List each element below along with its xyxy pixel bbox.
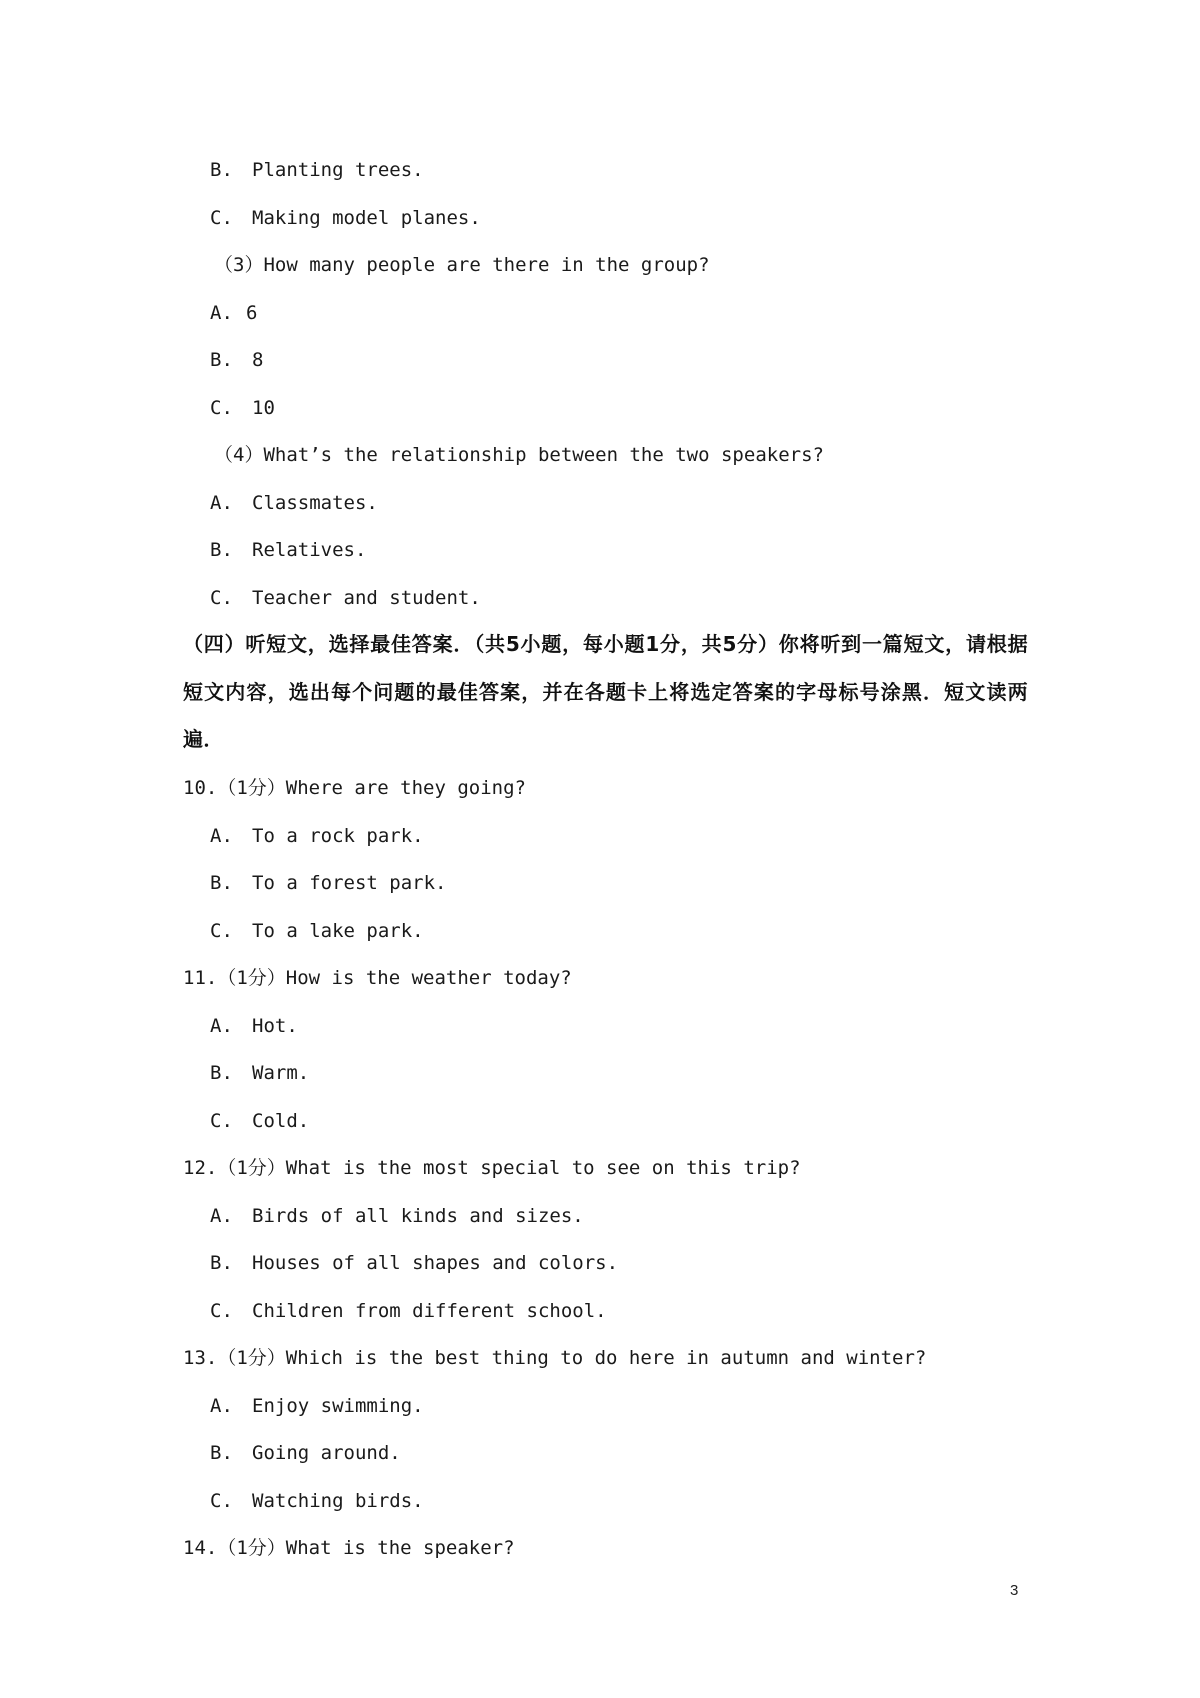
option-label: B. [210, 349, 233, 371]
option-line [210, 871, 446, 895]
option-text: Relatives. [252, 539, 367, 561]
option-line [210, 1014, 298, 1038]
section-heading: （四）听短文，选择最佳答案．（共5小题，每小题1分，共5分）你将听到一篇短文，请根据短文内容，选出每个问题的最佳答案，并在各题卡上将选定答案的字母标号涂黑．短文读两遍． [183, 632, 1028, 751]
option-label: A. [210, 1395, 233, 1417]
option-text: Teacher and student. [252, 587, 481, 609]
question-stem: 11.（1分）How is the weather today? [183, 967, 572, 989]
option-line [210, 919, 424, 943]
option-label: A. [210, 1205, 233, 1227]
option-text: To a lake park. [252, 920, 424, 942]
option-text: Planting trees. [252, 159, 424, 181]
option-line [210, 824, 424, 848]
option-text: To a forest park. [252, 872, 447, 894]
sub-question: （3）How many people are there in the group? [214, 254, 710, 276]
option-label: B. [210, 1062, 233, 1084]
option-line [210, 586, 481, 610]
question-stem: 13.（1分）Which is the best thing to do here in autumn and winter? [183, 1347, 927, 1369]
page-number: 3 [1010, 1582, 1019, 1599]
option-label: C. [210, 1300, 233, 1322]
option-text: 10 [252, 397, 275, 419]
option-label: C. [210, 397, 233, 419]
option-text: Children from different school. [252, 1300, 607, 1322]
option-label: B. [210, 539, 233, 561]
option-line [210, 301, 257, 325]
option-text: Making model planes. [252, 207, 481, 229]
option-label: C. [210, 207, 233, 229]
option-label: A. [210, 1015, 233, 1037]
option-line [210, 1251, 618, 1275]
question-stem: 10.（1分）Where are they going? [183, 777, 526, 799]
option-label: B. [210, 159, 233, 181]
option-label: A. [210, 302, 233, 324]
option-line [210, 206, 481, 230]
option-label: C. [210, 587, 233, 609]
option-line [210, 158, 424, 182]
option-line [210, 538, 366, 562]
option-label: B. [210, 1442, 233, 1464]
option-line [210, 348, 263, 372]
option-text: Houses of all shapes and colors. [252, 1252, 619, 1274]
option-label: B. [210, 1252, 233, 1274]
option-line [210, 1061, 309, 1085]
option-text: Enjoy swimming. [252, 1395, 424, 1417]
option-label: C. [210, 920, 233, 942]
option-line [210, 1489, 424, 1513]
option-line [210, 491, 378, 515]
sub-question: （4）What’s the relationship between the two speakers? [214, 444, 824, 466]
option-line [210, 1109, 309, 1133]
option-label: C. [210, 1490, 233, 1512]
option-text: To a rock park. [252, 825, 424, 847]
option-line [210, 1394, 424, 1418]
option-line [210, 1299, 607, 1323]
option-text: Classmates. [252, 492, 378, 514]
option-text: Going around. [252, 1442, 401, 1464]
question-stem: 14.（1分）What is the speaker? [183, 1537, 515, 1559]
option-label: A. [210, 492, 233, 514]
option-label: C. [210, 1110, 233, 1132]
option-text: Watching birds. [252, 1490, 424, 1512]
option-text: Birds of all kinds and sizes. [252, 1205, 584, 1227]
option-text: Hot. [252, 1015, 298, 1037]
question-stem: 12.（1分）What is the most special to see on this trip? [183, 1157, 801, 1179]
option-line [210, 396, 275, 420]
option-text: Cold. [252, 1110, 310, 1132]
option-text: 8 [252, 349, 264, 371]
option-label: A. [210, 825, 233, 847]
option-line [210, 1441, 401, 1465]
option-line [210, 1204, 584, 1228]
option-text: 6 [246, 302, 258, 324]
option-text: Warm. [252, 1062, 310, 1084]
option-label: B. [210, 872, 233, 894]
